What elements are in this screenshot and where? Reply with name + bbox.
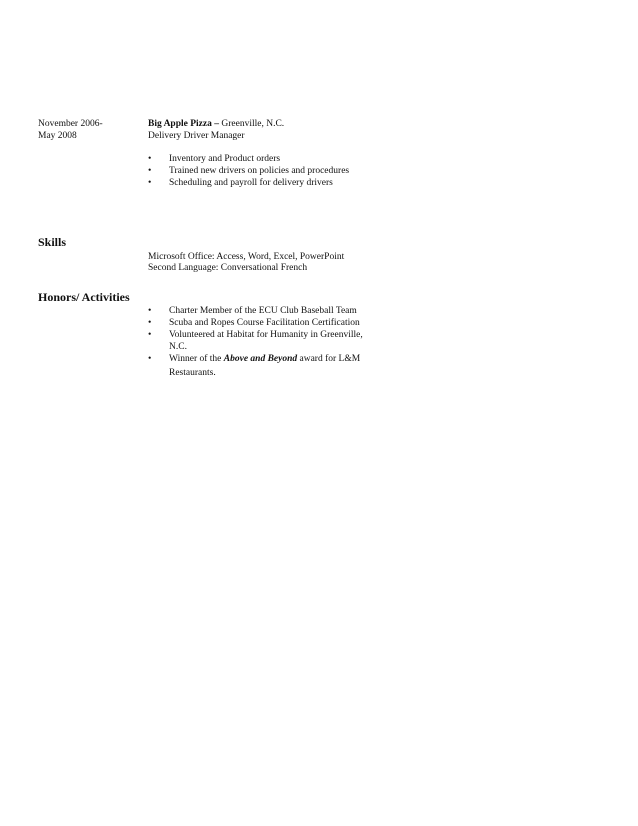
award-name: Above and Beyond [223, 354, 298, 364]
skills-line: Second Language: Conversational French [148, 263, 308, 273]
job-date-start: November 2006- [38, 119, 103, 129]
job-employer: Big Apple Pizza [148, 119, 212, 129]
honors-item-text: Scuba and Ropes Course Facilitation Certification [169, 318, 360, 328]
honors-item-text: Charter Member of the ECU Club Baseball Team [169, 306, 357, 316]
job-duty-text: Trained new drivers on policies and procedures [169, 166, 350, 176]
honors-heading: Honors/ Activities [38, 290, 130, 304]
job-duty-text: Scheduling and payroll for delivery drivers [169, 178, 333, 188]
bullet-icon: • [148, 306, 152, 316]
bullet-icon: • [148, 178, 152, 188]
job-duty-text: Inventory and Product orders [169, 154, 281, 164]
job-location: Greenville, N.C. [221, 119, 285, 129]
skills-line: Microsoft Office: Access, Word, Excel, PowerPoint [148, 252, 345, 262]
award-continuation: Restaurants. [169, 368, 216, 378]
bullet-icon: • [148, 330, 152, 340]
bullet-icon: • [148, 318, 152, 328]
job-title: Delivery Driver Manager [148, 131, 245, 141]
skills-heading: Skills [38, 235, 67, 249]
bullet-icon: • [148, 154, 152, 164]
award-suffix: award for L&M [297, 354, 361, 364]
bullet-icon: • [148, 166, 152, 176]
honors-item-text: N.C. [169, 342, 187, 352]
award-line [169, 353, 360, 365]
job-dash: – [214, 119, 219, 129]
bullet-icon: • [148, 354, 152, 364]
honors-item-text: Volunteered at Habitat for Humanity in Greenville, [169, 330, 363, 340]
award-prefix: Winner of the [169, 354, 224, 364]
job-date-end: May 2008 [38, 131, 77, 141]
job-employer-line [148, 118, 284, 130]
